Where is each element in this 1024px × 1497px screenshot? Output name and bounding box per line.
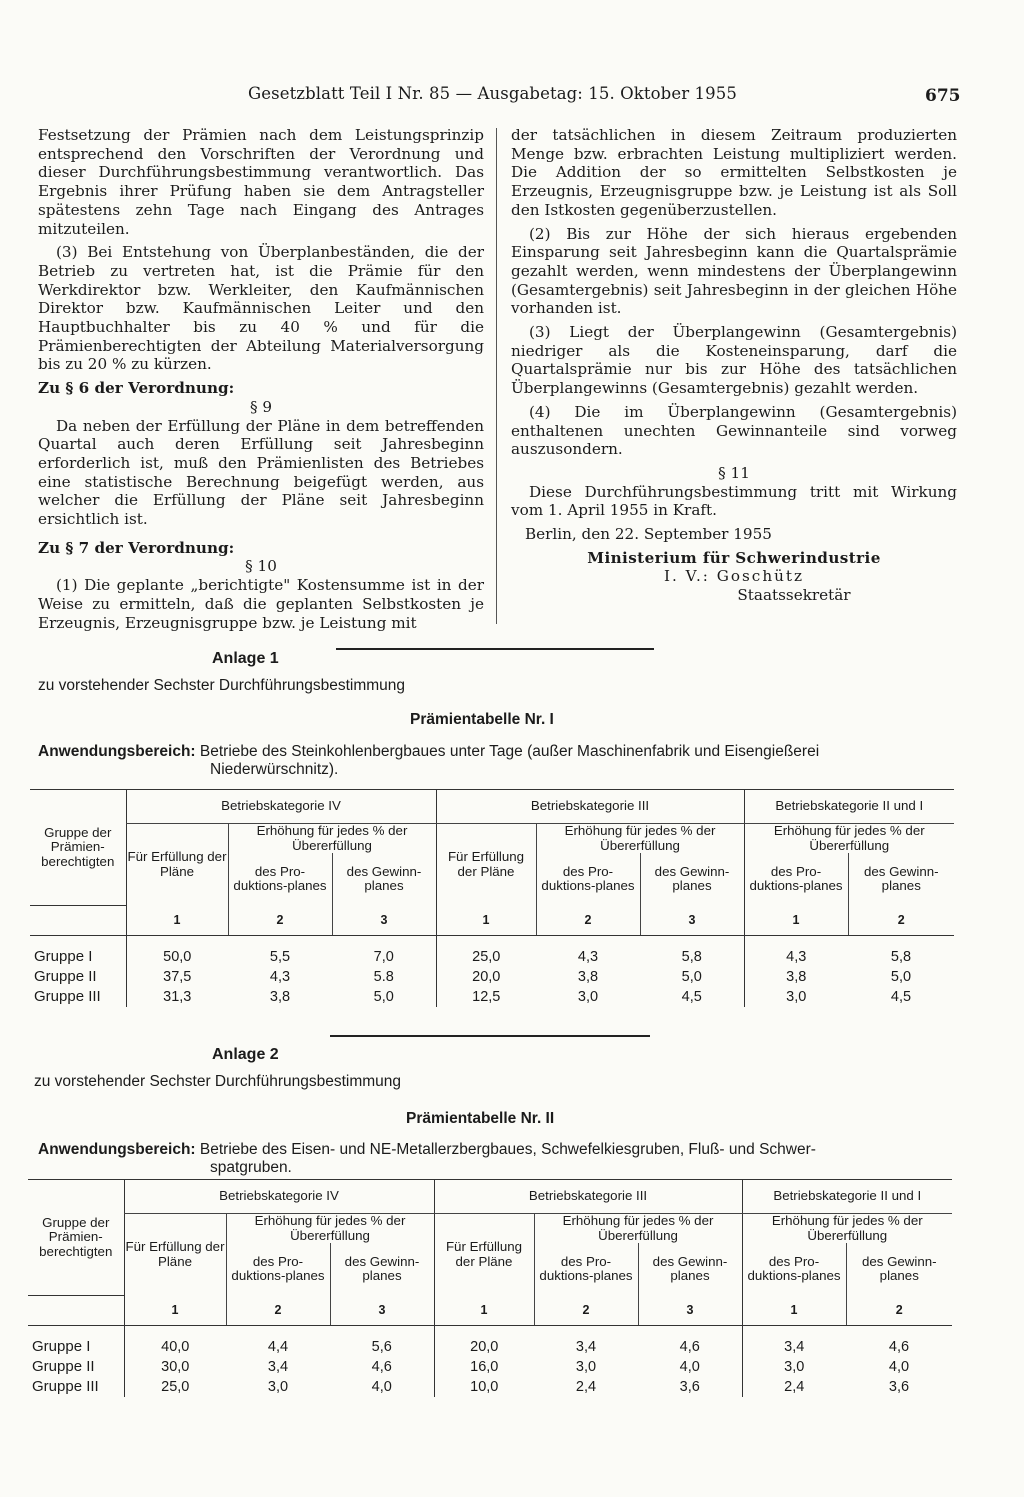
annex-subtitle: zu vorstehender Sechster Durchführungsbestimmung xyxy=(38,677,406,694)
page-header: Gesetzblatt Teil I Nr. 85 — Ausgabetag: 15. Oktober 1955 xyxy=(248,84,737,103)
table-cell: 25,0 xyxy=(436,947,536,967)
paragraph: Da neben der Erfüllung der Pläne in dem betreffenden Quartal auch deren Erfüllung seit Jahresbeginn erforderlich ist, muß den Prämienlisten des Betriebes eine statistische Berechnung beigefügt werden, aus welcher die Erfüllung der Pläne seit Jahresbeginn ersichtlich ist. xyxy=(38,416,484,529)
table-cell: 7,0 xyxy=(373,948,394,965)
table-cell: 3,0 xyxy=(742,1357,846,1377)
group-label: Gruppe III xyxy=(32,1377,99,1395)
premium-table-2 xyxy=(28,1179,952,1397)
table-cell: 4,0 xyxy=(371,1378,392,1395)
table-cell: 4,3 xyxy=(744,947,848,967)
profit-plan-header: des Gewinn-planes xyxy=(846,1243,952,1295)
table-title: Prämientabelle Nr. II xyxy=(406,1110,555,1127)
category-ii-i-header: Betriebskategorie II und I xyxy=(742,1180,952,1214)
group-label: Gruppe II xyxy=(34,967,97,985)
table-cell: 5,0 xyxy=(681,968,702,985)
table-cell: 20,0 xyxy=(434,1337,534,1357)
fulfilment-header: Für Erfüllung der Pläne xyxy=(124,1214,226,1296)
table-cell: 12,5 xyxy=(436,987,536,1007)
table-cell: 4,6 xyxy=(679,1338,700,1355)
table-cell: 3,0 xyxy=(577,988,599,1005)
ministry-name: Ministerium für Schwerindustrie xyxy=(587,548,881,567)
column-divider xyxy=(496,128,497,624)
table-cell: 5,8 xyxy=(681,948,702,965)
paragraph: (3) Bei Entstehung von Überplanbeständen, die der Betrieb zu vertreten hat, ist die Prämie für den Werkdirektor bzw. Werkleiter, den Kaufmännischen Direktor bzw. Kaufmännischen Leiter und den Hauptbuchhalter bis zu 40 % und für die Prämienberechtigten der Abteilung Materialversorgung bis zu 20 % zu kürzen. xyxy=(38,243,484,374)
table-row xyxy=(30,987,954,1007)
column-number: 1 xyxy=(126,905,228,935)
production-plan-header: des Pro-duktions-planes xyxy=(742,1243,846,1295)
table-cell: 25,0 xyxy=(124,1377,226,1397)
table-cell: 3,0 xyxy=(744,987,848,1007)
table-cell: 3,6 xyxy=(888,1378,910,1395)
profit-plan-header: des Gewinn-planes xyxy=(848,853,954,905)
paragraph: (3) Liegt der Überplangewinn (Gesamtergebnis) niedriger als die Kosteneinsparung, darf die Quartalsprämie nur bis zur Höhe des tatsächlichen Überplangewinns (Gesamtergebnis) gezahlt werden. xyxy=(511,323,957,398)
table-cell: 4,4 xyxy=(267,1338,289,1355)
category-iii-header: Betriebskategorie III xyxy=(434,1180,742,1214)
left-column xyxy=(38,126,484,632)
table-cell: 3,6 xyxy=(679,1378,700,1395)
scope-line: Betriebe des Eisen- und NE-Metallerzbergbaues, Schwefelkiesgruben, Fluß- und Schwer- xyxy=(199,1141,816,1158)
production-plan-header: des Pro-duktions-planes xyxy=(228,853,332,905)
group-label: Gruppe I xyxy=(34,947,93,965)
table-row xyxy=(28,1377,952,1397)
right-column xyxy=(511,126,957,605)
column-number: 2 xyxy=(228,905,332,935)
increase-header: Erhöhung für jedes % der Übererfüllung xyxy=(228,824,436,854)
paragraph: der tatsächlichen in diesem Zeitraum produzierten Menge bzw. erbrachten Leistung multipliziert werden. Die Addition der so ermittelten Selbstkosten je Erzeugnis, Erzeugnisgruppe bzw. je Leistung ist als Soll den Istkosten gegenüberzustellen. xyxy=(511,126,957,219)
table-cell: 5,8 xyxy=(890,948,912,965)
column-number: 2 xyxy=(534,1295,638,1325)
table-cell: 20,0 xyxy=(436,967,536,987)
table-cell: 16,0 xyxy=(434,1357,534,1377)
group-label: Gruppe I xyxy=(32,1337,91,1355)
table-title: Prämientabelle Nr. I xyxy=(410,711,554,728)
column-number: 3 xyxy=(638,1295,742,1325)
profit-plan-header: des Gewinn-planes xyxy=(638,1243,742,1295)
column-number: 3 xyxy=(332,905,436,935)
table-cell: 5,5 xyxy=(269,948,291,965)
column-number: 1 xyxy=(742,1295,846,1325)
paragraph: (1) Die geplante „berichtigte" Kostensumme ist in der Weise zu ermitteln, daß die geplanten Selbstkosten je Erzeugnis, Erzeugnisgruppe bzw. je Leistung mit xyxy=(38,576,484,632)
group-column-header: Gruppe der Prämien-berechtigten xyxy=(30,790,126,906)
divider-rule xyxy=(336,648,654,650)
section-heading: Zu § 7 der Verordnung: xyxy=(38,538,235,557)
paragraph: (4) Die im Überplangewinn (Gesamtergebnis) enthaltenen unechten Gewinnanteile sind vorweg auszusondern. xyxy=(511,402,957,459)
paragraph-number: § 9 xyxy=(249,397,273,416)
table-cell: 2,4 xyxy=(742,1377,846,1397)
scope-label: Anwendungsbereich: xyxy=(38,1141,196,1158)
page-number: 675 xyxy=(925,86,961,106)
scope-text xyxy=(38,1141,958,1177)
column-number: 2 xyxy=(536,905,640,935)
table-cell: 4,0 xyxy=(679,1358,700,1375)
table-cell: 3,4 xyxy=(742,1337,846,1357)
table-cell: 5,0 xyxy=(890,968,912,985)
scope-line: Betriebe des Steinkohlenbergbaues unter Tage (außer Maschinenfabrik und Eisengießerei xyxy=(199,743,820,760)
table-cell: 2,4 xyxy=(575,1378,597,1395)
table-row xyxy=(30,947,954,967)
table-cell: 4,3 xyxy=(577,948,599,965)
paragraph: Diese Durchführungsbestimmung tritt mit Wirkung vom 1. April 1955 in Kraft. xyxy=(511,482,957,520)
scope-line: Niederwürschnitz). xyxy=(210,761,339,778)
column-number: 3 xyxy=(330,1295,434,1325)
column-number: 2 xyxy=(226,1295,330,1325)
category-iii-header: Betriebskategorie III xyxy=(436,790,744,824)
table-cell: 30,0 xyxy=(124,1357,226,1377)
table-cell: 31,3 xyxy=(126,987,228,1007)
scope-line: spatgruben. xyxy=(210,1159,292,1176)
table-cell: 5.8 xyxy=(373,968,394,985)
group-label: Gruppe II xyxy=(32,1357,95,1375)
column-number: 3 xyxy=(640,905,744,935)
scope-label: Anwendungsbereich: xyxy=(38,743,196,760)
table-cell: 3,4 xyxy=(575,1338,597,1355)
column-number: 2 xyxy=(848,905,954,935)
section-heading: Zu § 6 der Verordnung: xyxy=(38,379,235,398)
paragraph: (2) Bis zur Höhe der sich hieraus ergebenden Einsparung seit Jahresbeginn kann die Quartalsprämie gezahlt werden, wenn mindestens der Überplangewinn (Gesamtergebnis) seit Jahresbeginn in der gleichen Höhe vorhanden ist. xyxy=(511,224,957,318)
category-ii-i-header: Betriebskategorie II und I xyxy=(744,790,954,824)
production-plan-header: des Pro-duktions-planes xyxy=(534,1243,638,1295)
increase-header: Erhöhung für jedes % der Übererfüllung xyxy=(742,1214,952,1244)
production-plan-header: des Pro-duktions-planes xyxy=(536,853,640,905)
table-cell: 5,0 xyxy=(373,988,394,1005)
annex-subtitle: zu vorstehender Sechster Durchführungsbestimmung xyxy=(34,1073,402,1090)
column-number: 1 xyxy=(124,1295,226,1325)
table-cell: 37,5 xyxy=(126,967,228,987)
fulfilment-header: Für Erfüllung der Pläne xyxy=(436,824,536,906)
column-number: 2 xyxy=(846,1295,952,1325)
table-cell: 40,0 xyxy=(124,1337,226,1357)
group-column-header: Gruppe der Prämien-berechtigten xyxy=(28,1180,124,1296)
increase-header: Erhöhung für jedes % der Übererfüllung xyxy=(536,824,744,854)
table-cell: 5,6 xyxy=(371,1338,392,1355)
paragraph-number: § 10 xyxy=(245,557,277,576)
profit-plan-header: des Gewinn-planes xyxy=(332,853,436,905)
paragraph-number: § 11 xyxy=(718,463,750,482)
production-plan-header: des Pro-duktions-planes xyxy=(226,1243,330,1295)
table-cell: 3,8 xyxy=(269,988,291,1005)
table-cell: 50,0 xyxy=(126,947,228,967)
fulfilment-header: Für Erfüllung der Pläne xyxy=(126,824,228,906)
table-cell: 3,0 xyxy=(575,1358,597,1375)
fulfilment-header: Für Erfüllung der Pläne xyxy=(434,1214,534,1296)
table-cell: 3,4 xyxy=(267,1358,289,1375)
table-cell: 4,5 xyxy=(681,988,702,1005)
column-number: 1 xyxy=(436,905,536,935)
table-cell: 4,0 xyxy=(888,1358,910,1375)
signer-title: Staatssekretär xyxy=(737,586,851,605)
table-cell: 3,0 xyxy=(267,1378,289,1395)
premium-table-1 xyxy=(30,789,954,1007)
profit-plan-header: des Gewinn-planes xyxy=(640,853,744,905)
category-iv-header: Betriebskategorie IV xyxy=(126,790,436,824)
group-label: Gruppe III xyxy=(34,987,101,1005)
table-cell: 4,6 xyxy=(371,1358,392,1375)
annex-title: Anlage 1 xyxy=(212,650,279,667)
table-row xyxy=(30,967,954,987)
table-cell: 4,6 xyxy=(888,1338,910,1355)
profit-plan-header: des Gewinn-planes xyxy=(330,1243,434,1295)
production-plan-header: des Pro-duktions-planes xyxy=(744,853,848,905)
table-row xyxy=(28,1337,952,1357)
divider-rule xyxy=(330,1035,650,1037)
category-iv-header: Betriebskategorie IV xyxy=(124,1180,434,1214)
table-row xyxy=(28,1357,952,1377)
scope-text xyxy=(38,743,958,779)
table-cell: 3,8 xyxy=(577,968,599,985)
table-cell: 4,5 xyxy=(890,988,912,1005)
table-cell: 4,3 xyxy=(269,968,291,985)
place-date: Berlin, den 22. September 1955 xyxy=(525,525,772,544)
signer-name: I. V.: Goschütz xyxy=(664,567,804,586)
table-cell: 3,8 xyxy=(744,967,848,987)
table-cell: 10,0 xyxy=(434,1377,534,1397)
increase-header: Erhöhung für jedes % der Übererfüllung xyxy=(744,824,954,854)
increase-header: Erhöhung für jedes % der Übererfüllung xyxy=(534,1214,742,1244)
column-number: 1 xyxy=(434,1295,534,1325)
column-number: 1 xyxy=(744,905,848,935)
paragraph: Festsetzung der Prämien nach dem Leistungsprinzip entsprechend den Vorschriften der Verordnung und dieser Durchführungsbestimmung verantwortlich. Das Ergebnis ihrer Prüfung haben sie dem Antragsteller spätestens zehn Tage nach Eingang des Antrages mitzuteilen. xyxy=(38,126,484,238)
increase-header: Erhöhung für jedes % der Übererfüllung xyxy=(226,1214,434,1244)
annex-title: Anlage 2 xyxy=(212,1046,279,1063)
